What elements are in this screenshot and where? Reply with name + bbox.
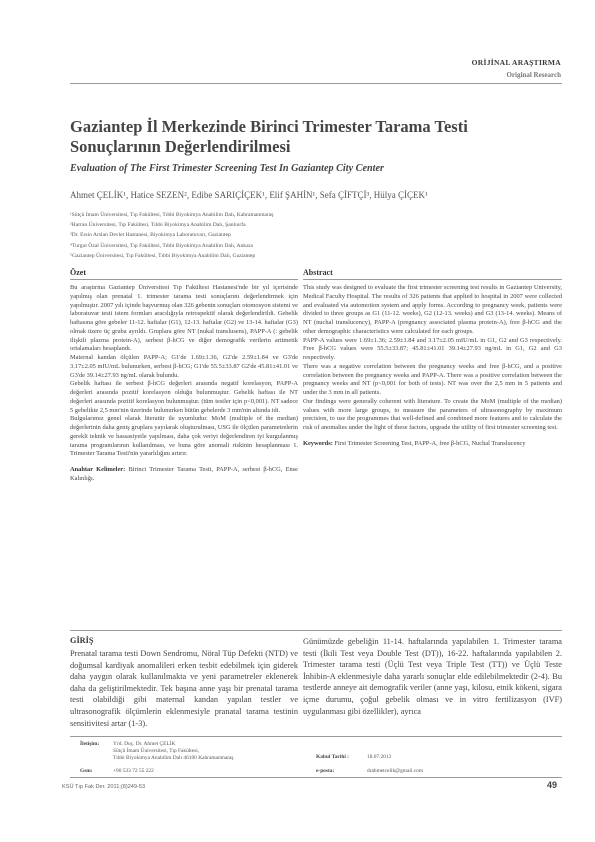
abstract-paragraph: This study was designed to evaluate the first trimester screening test results in Gaziantep University, Medical Faculty Hospital. The results of 326 patients that applied to hospital in 2007 were collected and evaluated via automotion system and apply forms. According to pregnancy week, patients were divided to three groups as G1 (11-12. weeks), G2 (12-13. weeks) and G3 (13-14. weeks). Means of NT (nuchal translucency), PAPP-A (pregnancy associated plasma protein-A), free β-hCG and the other demographic characteristics were calculated for each groups. bbox=[303, 284, 562, 335]
ozet-keywords-label: Anahtar Kelimeler: bbox=[70, 466, 126, 473]
email-value[interactable]: drahmetcelik@gmail.com bbox=[367, 768, 424, 774]
phone-value: +90 533 72 55 222 bbox=[113, 768, 154, 774]
affiliation: ³Dr. Ersin Arslan Devlet Hastanesi, Biyokimya Laboratuvarı, Gaziantep bbox=[70, 232, 231, 239]
abstract-paragraph: PAPP-A values were 1.69±1.36; 2.59±1.84 and 3.17±2.05 mIU/mL in G1, G2 and G3 respectively. Free β-hCG values were 55.5±33.87; 45.81±41.01 39.14±27.93 ng/mL in G1, G2 and G3 respectively. bbox=[303, 336, 562, 361]
giris-heading: GİRİŞ bbox=[70, 636, 94, 645]
acceptance-date-label: Kabul Tarihi : bbox=[316, 754, 349, 760]
page-number: 49 bbox=[546, 780, 557, 790]
abstract-paragraph: Our findings were generally coherent with literature. To create the MoM (multiple of the median) values with more large groups, to measure the parameters of ultrasonography by maximum precision, to use the programmes that well-defined and combined more features and to calculate the risk of anomalies under the light of these factors, upgrade the utility of first trimester screening test. bbox=[303, 397, 562, 431]
author-list: Ahmet ÇELİK¹, Hatice SEZEN², Edibe SARIÇİÇEK¹, Elif ŞAHİN¹, Sefa ÇİFTÇİ³, Hülya ÇİÇEK¹ bbox=[70, 190, 428, 200]
ozet-paragraph: Maternal kandan ölçülen PAPP-A; G1'de 1.69±1.36, G2'de 2.59±1.84 ve G3'de 3.17±2.05 mIU/mL bulunurken, serbest β-hCG; G1'de 55.5±33.87 G2'de 45.81±41.01 ve G3'de 39.14±27.93 ng/mL olarak bulundu. bbox=[70, 354, 298, 379]
email-label: e-posta: bbox=[316, 768, 335, 774]
phone-label: Gsm: bbox=[80, 768, 93, 774]
ozet-heading: Özet bbox=[70, 268, 298, 280]
contact-department: Tıbbi Biyokimya Anabilim Dalı 46100 Kahramanmaraş bbox=[113, 755, 234, 761]
affiliation: ²Harran Üniversitesi, Tıp Fakültesi, Tıbbi Biyokimya Anabilim Dalı, Şanlıurfa bbox=[70, 222, 246, 229]
contact-label: İletişim: bbox=[80, 741, 100, 747]
ozet-paragraph: Bu araştırma Gaziantep Üniversitesi Tıp Fakültesi Hastanesi'nde bir yıl içerisinde yapılmış olan prenatal 1. trimester tarama testi sonuçlarını değerlendirmek için yapılmıştır. 2007 yılı içinde başvurmuş olan 326 gebenin sonuçları otomosyon sistemi ve laboratuvar testi istem formları aracılığıyla retrospektif olarak değerlendirildi. Gebelik haftasına göre gebeler 11-12. haftalar (G1), 12-13. haftalar (G2) ve 13-14. haftalar (G3) olmak üzere üç gruba ayrıldı. Gruplara göre NT (nukal translusens), PAPP-A (: gebelik ilişkili plazma protein-A), serbest β-hCG ve diğer demografik verilerin aritmetik ortalamaları hesaplandı. bbox=[70, 284, 298, 353]
article-type-tr: ORİJİNAL ARAŞTIRMA bbox=[471, 58, 561, 67]
ozet-paragraph: Gebelik haftası ile serbest β-hCG değerleri arasında negatif korelasyon, PAPP-A değerleri arasında pozitif korelasyon olduğu bulunmuştur. Gebelik haftası ile NT değerleri arasında pozitif korelasyon bulunmuştur. (tüm testler için p<0,001). NT sadece 5 gebelikte 2,5 mm'nin üzerinde bulunurken bütün gebelerde 3 mm'nin altında idi. bbox=[70, 380, 298, 414]
affiliation: ⁵Gaziantep Üniversitesi, Tıp Fakültesi, Tıbbi Biyokimya Anabilim Dalı, Gaziantep bbox=[70, 252, 256, 259]
acceptance-date-value: 18.07.2013 bbox=[367, 754, 392, 760]
abstract-keywords-text: First Trimester Screening Test, PAPP-A, free β-hCG, Nuchal Translucency bbox=[334, 439, 526, 447]
ozet-paragraph: Bulgularımız genel olarak literatür ile uyumludur. MoM (multiple of the median) değerlerinin daha geniş gruplara yayılarak oluşturulması, USG ile ölçülen parametrelerin gerekli teknik ve hassasiyetle yapılması, daha çok veriyi değerlendiren iyi kurgulanmış tarama programlarının kullanılması, ve buna göre anomali riskinin hesaplanması 1. Trimester Tarama Testi'nin yararlılığını artırır. bbox=[70, 415, 298, 458]
contact-institution: Sütçü İmam Üniversitesi, Tıp Fakültesi, bbox=[113, 748, 200, 754]
giris-right-text: Günümüzde gebeliğin 11-14. haftalarında yapılabilen 1. Trimester tarama testi (İkili Test veya Double Test (DT)), 16-22. haftalarında yapılabilen 2. Trimester tarama testi (Üçlü Test veya Triple Test (TT)) ve Üçlü Teste İnhibin-A eklenmesiyle daha yararlı sonuçlar elde edilebilmektedir (2-4). Bu testlerde anneye ait demografik veriler (anne yaşı, kilosu, etnik kökeni, sigara içme durumu, çoğul gebelik olması ve in vitro fertilizasyon (IVF) uygulanması gibi özellikler), ayrıca bbox=[303, 637, 562, 716]
giris-left-text: Prenatal tarama testi Down Sendromu, Nöral Tüp Defekti (NTD) ve doğumsal kardiyak anomalileri erken tesbit edebilmek için giderek daha yaygın olarak kullanılmakta ve yeni parametreler eklenerek daha da geliştirilmektedir. Tek başına anne yaşı bir prenatal tarama testi olabildiği gibi maternal kandan yapılan testler ve ultrasonografik ölçümlerin eklenmesiyle pranatal tarama testinin sensitivitesi artar (1-3). bbox=[70, 649, 298, 728]
abstract-paragraph: There was a negative correlation between the pregnancy weeks and free β-hCG, and a positive correlation between the pregnancy weeks and PAPP-A. There was a positive correlation between the pregnancy weeks and NT (p<0,001 for both of tests). NT was over the 2,5 mm in 5 patients and under the 3 mm in all patients. bbox=[303, 362, 562, 396]
affiliation: ⁴Turgut Özal Üniversitesi, Tıp Fakültesi, Tıbbi Biyokimya Anabilim Dalı, Ankara bbox=[70, 242, 253, 249]
title-english: Evaluation of The First Trimester Screening Test In Gaziantep City Center bbox=[70, 163, 384, 174]
abstract-keywords-label: Keywords: bbox=[303, 439, 333, 447]
ozet-keywords-text: Birinci Trimester Tarama Testi, PAPP-A, serbest β-hCG, Ense Kalınlığı. bbox=[70, 466, 298, 482]
title-turkish: Gaziantep İl Merkezinde Birinci Trimester Tarama Testi Sonuçlarının Değerlendirilmesi bbox=[70, 117, 468, 156]
abstract-heading: Abstract bbox=[303, 268, 562, 280]
affiliation: ¹Sütçü İmam Üniversitesi, Tıp Fakültesi, Tıbbi Biyokimya Anabilim Dalı, Kahramanmaraş bbox=[70, 212, 274, 218]
journal-citation: KSÜ Tıp Fak Der. 2011;(8)249-53 bbox=[62, 784, 146, 790]
article-type-en: Original Research bbox=[506, 71, 561, 79]
contact-name: Yrd. Doç. Dr. Ahmet ÇELİK bbox=[113, 741, 176, 747]
footer-rule bbox=[70, 777, 562, 778]
